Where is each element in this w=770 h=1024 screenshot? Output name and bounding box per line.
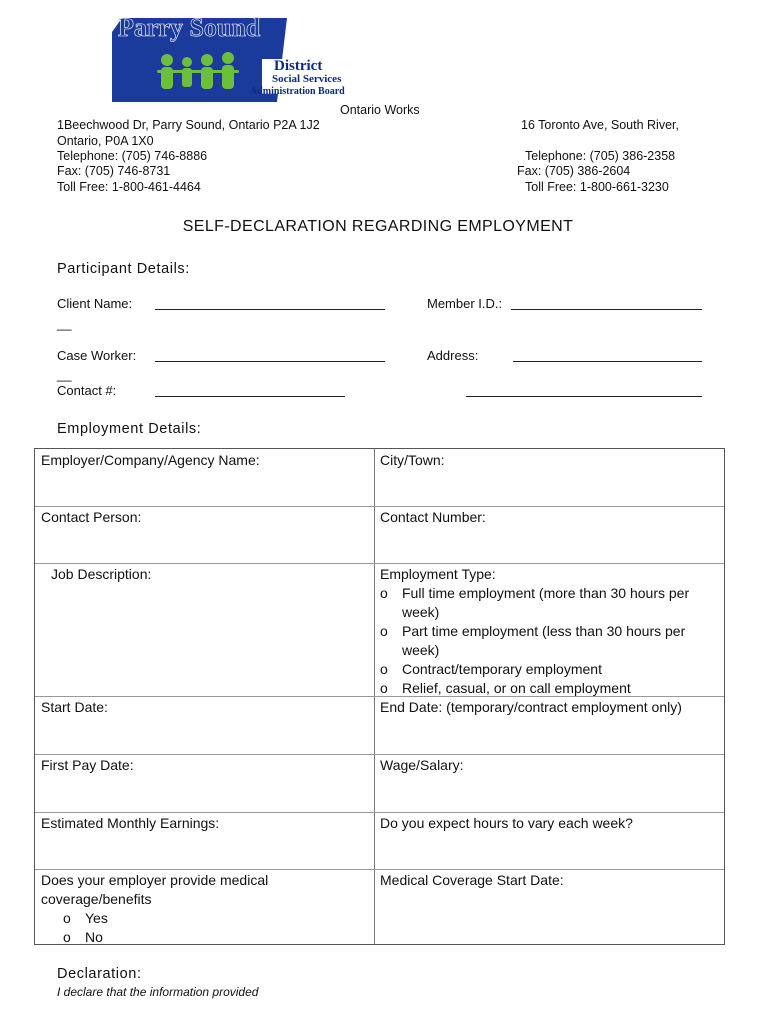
- address-field[interactable]: [513, 361, 702, 362]
- case-worker-field[interactable]: [155, 361, 385, 362]
- option-part-time[interactable]: [380, 622, 685, 641]
- member-id-field[interactable]: [511, 309, 702, 310]
- radio-bullet-icon[interactable]: o: [380, 585, 388, 601]
- employer-name-cell[interactable]: Employer/Company/Agency Name:: [41, 452, 260, 468]
- hours-vary-cell[interactable]: Do you expect hours to vary each week?: [380, 815, 633, 831]
- client-name-label: Client Name:: [57, 296, 133, 311]
- medical-question: Does your employer provide medical: [41, 872, 269, 888]
- logo-text-district: District: [274, 58, 323, 74]
- option-label: Full time employment (more than 30 hours per: [402, 585, 690, 601]
- option-full-time[interactable]: [380, 584, 689, 603]
- page-title: SELF-DECLARATION REGARDING EMPLOYMENT: [182, 218, 574, 235]
- monthly-earnings-cell[interactable]: Estimated Monthly Earnings:: [41, 815, 220, 831]
- logo-text-admin-board: Administration Board: [250, 86, 345, 97]
- program-name: Ontario Works: [340, 103, 420, 117]
- declaration-text: I declare that the information provided: [57, 985, 259, 999]
- option-relief[interactable]: [380, 679, 631, 698]
- radio-bullet-icon[interactable]: o: [380, 680, 388, 696]
- medical-question-cont: coverage/benefits: [41, 891, 152, 907]
- underscore-mark: __: [57, 367, 72, 382]
- left-toll-free: Toll Free: 1-800-461-4464: [57, 180, 201, 194]
- district-logo: [112, 14, 392, 104]
- client-name-field[interactable]: [155, 309, 385, 310]
- option-continuation: week): [402, 642, 440, 658]
- radio-bullet-icon[interactable]: o: [63, 929, 71, 945]
- logo-text-parry-sound: Parry Sound: [118, 14, 261, 42]
- address-label: Address:: [427, 348, 479, 363]
- table-row-border: [35, 812, 724, 813]
- right-toll-free: Toll Free: 1-800-661-3230: [525, 180, 669, 194]
- radio-bullet-icon[interactable]: o: [380, 661, 388, 677]
- contact-field[interactable]: [155, 396, 345, 397]
- employment-table: [34, 448, 725, 945]
- option-label: Relief, casual, or on call employment: [402, 680, 631, 696]
- option-no[interactable]: [63, 928, 103, 947]
- option-continuation: week): [402, 604, 440, 620]
- table-row-border: [35, 754, 724, 755]
- underscore-mark: __: [57, 316, 72, 331]
- employment-type-label: Employment Type:: [380, 566, 496, 582]
- medical-start-date-cell[interactable]: Medical Coverage Start Date:: [380, 872, 564, 888]
- option-contract[interactable]: [380, 660, 602, 679]
- left-phone: Telephone: (705) 746-8886: [57, 149, 208, 163]
- case-worker-label: Case Worker:: [57, 348, 137, 363]
- declaration-heading: Declaration:: [57, 966, 142, 982]
- logo-text-social-services: Social Services: [272, 73, 342, 85]
- participant-heading: Participant Details:: [57, 261, 190, 277]
- wage-salary-cell[interactable]: Wage/Salary:: [380, 757, 464, 773]
- option-yes[interactable]: [63, 909, 108, 928]
- contact-label: Contact #:: [57, 383, 117, 398]
- option-label: Part time employment (less than 30 hours per: [402, 623, 686, 639]
- table-row-border: [35, 563, 724, 564]
- contact-person-cell[interactable]: Contact Person:: [41, 509, 142, 525]
- right-phone: Telephone: (705) 386-2358: [525, 149, 676, 163]
- table-row-border: [35, 869, 724, 870]
- right-address-line: 16 Toronto Ave, South River,: [521, 118, 679, 132]
- address-field-line2[interactable]: [466, 396, 702, 397]
- employment-heading: Employment Details:: [57, 421, 202, 437]
- first-pay-date-cell[interactable]: First Pay Date:: [41, 757, 134, 773]
- start-date-cell[interactable]: Start Date:: [41, 699, 108, 715]
- contact-number-cell[interactable]: Contact Number:: [380, 509, 486, 525]
- option-label: No: [85, 929, 103, 945]
- member-id-label: Member I.D.:: [427, 296, 503, 311]
- left-address-line: Ontario, P0A 1X0: [57, 134, 154, 148]
- option-label: Contract/temporary employment: [402, 661, 602, 677]
- option-label: Yes: [85, 910, 108, 926]
- left-address-line: 1Beechwood Dr, Parry Sound, Ontario P2A 1J2: [57, 118, 320, 132]
- radio-bullet-icon[interactable]: o: [63, 910, 71, 926]
- table-row-border: [35, 506, 724, 507]
- radio-bullet-icon[interactable]: o: [380, 623, 388, 639]
- left-fax: Fax: (705) 746-8731: [57, 164, 171, 178]
- right-fax: Fax: (705) 386-2604: [517, 164, 631, 178]
- city-town-cell[interactable]: City/Town:: [380, 452, 445, 468]
- end-date-cell[interactable]: End Date: (temporary/contract employment only): [380, 699, 682, 715]
- job-description-cell[interactable]: Job Description:: [51, 566, 152, 582]
